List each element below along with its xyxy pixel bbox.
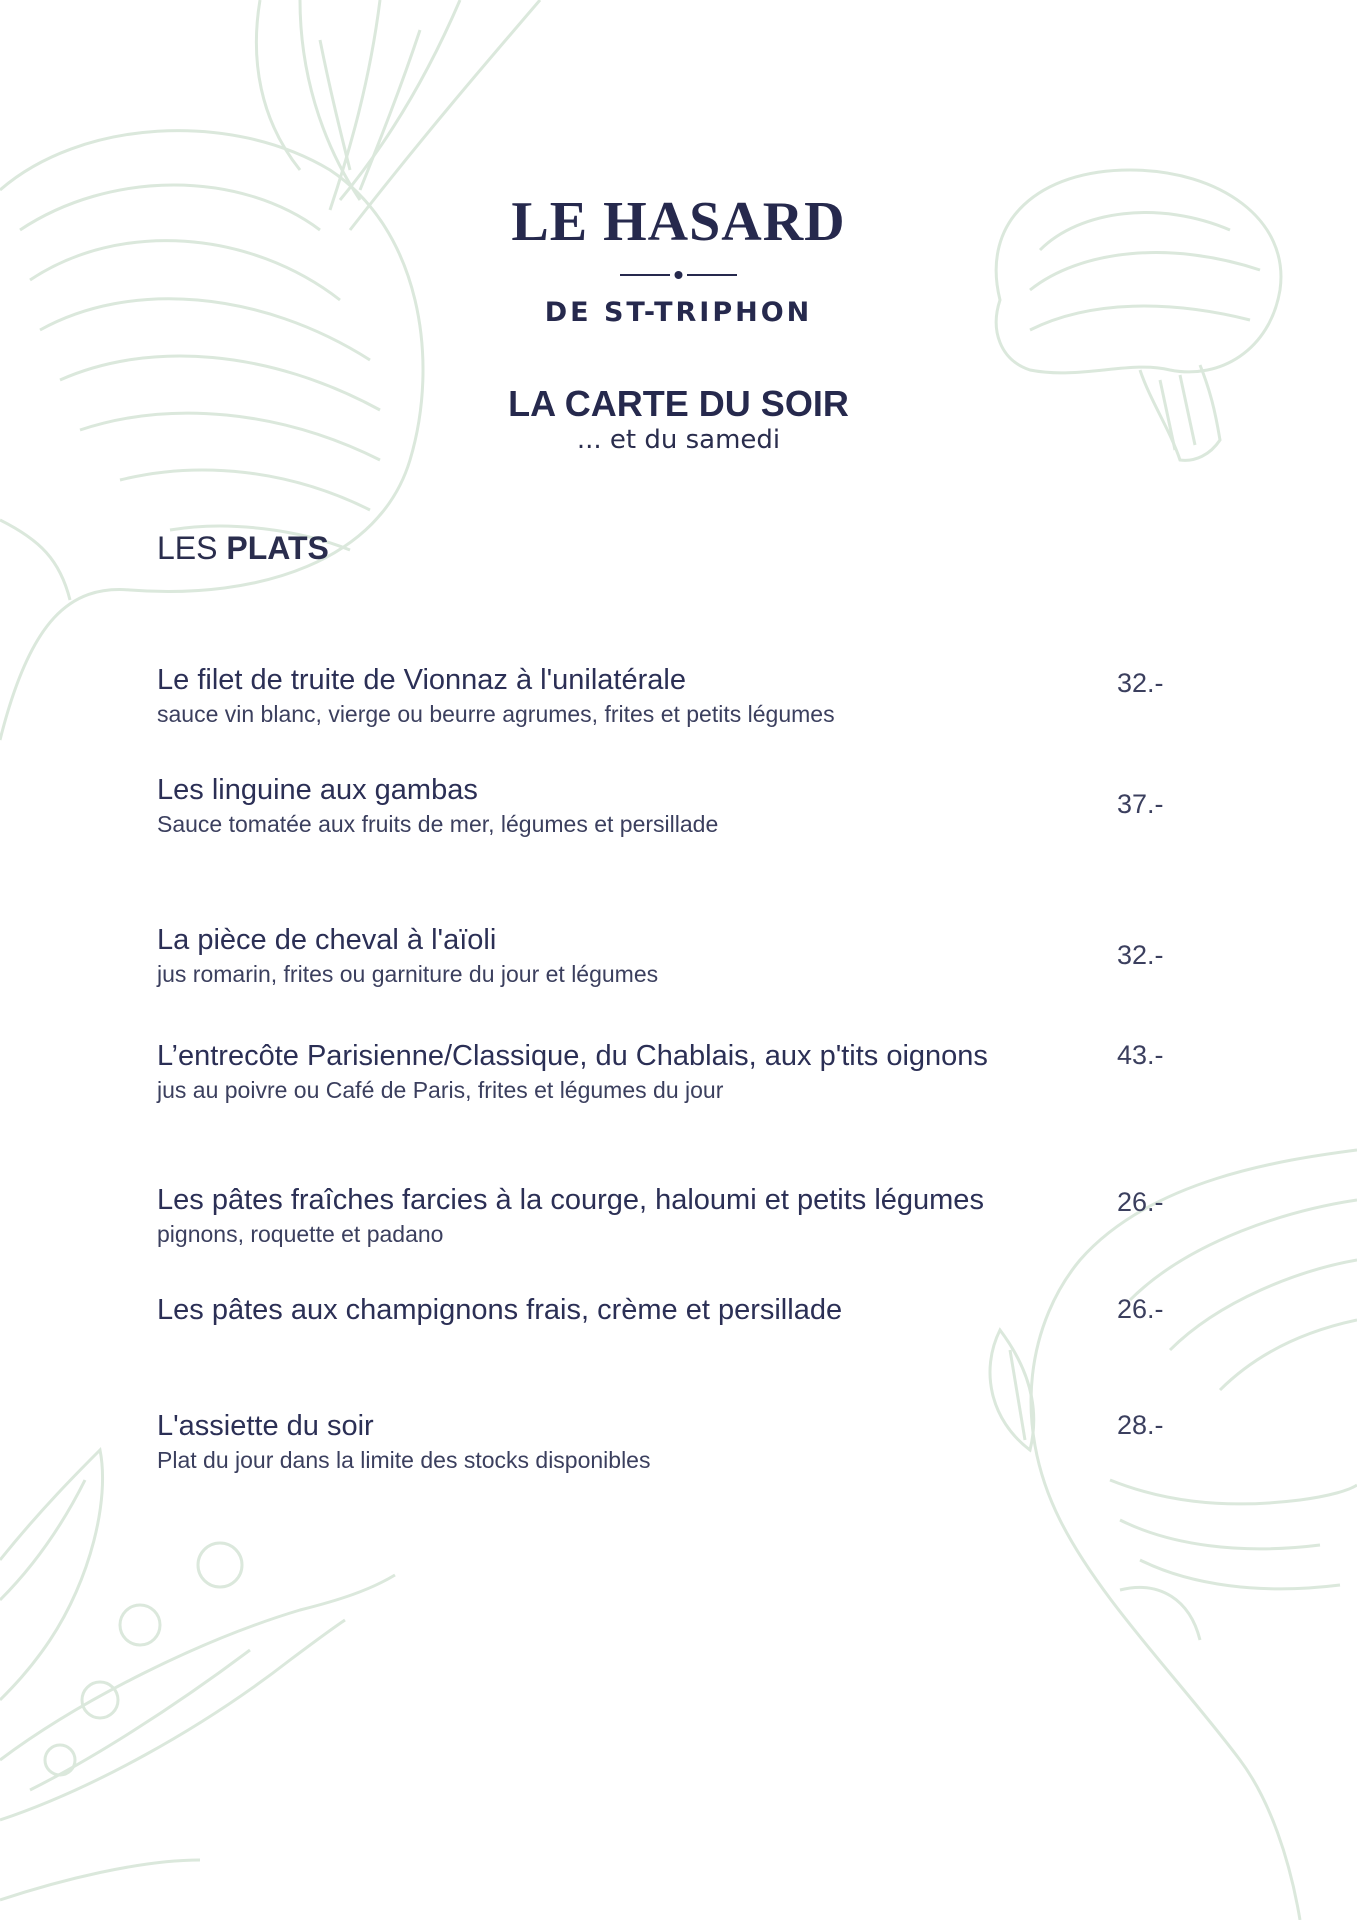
dish-item bbox=[157, 1182, 1207, 1250]
dish-item bbox=[157, 1408, 1207, 1476]
dish-price: 43.- bbox=[1117, 1040, 1164, 1070]
dish-price: 32.- bbox=[1117, 668, 1164, 698]
section-title-prefix: LES bbox=[157, 530, 218, 566]
dish-name: Le filet de truite de Vionnaz à l'unilatérale bbox=[157, 664, 686, 696]
dish-description: sauce vin blanc, vierge ou beurre agrumes, frites et petits légumes bbox=[157, 701, 835, 727]
dish-name: La pièce de cheval à l'aïoli bbox=[157, 924, 497, 956]
dish-price: 26.- bbox=[1117, 1187, 1164, 1217]
dish-item bbox=[157, 772, 1207, 840]
dish-description: Sauce tomatée aux fruits de mer, légumes et persillade bbox=[157, 811, 719, 837]
dish-name: Les pâtes fraîches farcies à la courge, haloumi et petits légumes bbox=[157, 1184, 984, 1216]
dish-price: 37.- bbox=[1117, 789, 1164, 819]
dish-name: L'assiette du soir bbox=[157, 1410, 374, 1442]
dish-description: pignons, roquette et padano bbox=[157, 1221, 444, 1247]
restaurant-location: DE ST-TRIPHON bbox=[544, 297, 813, 328]
dish-name: L’entrecôte Parisienne/Classique, du Chablais, aux p'tits oignons bbox=[157, 1040, 988, 1072]
menu-subtitle: ... et du samedi bbox=[576, 425, 781, 455]
dish-price: 26.- bbox=[1117, 1294, 1164, 1324]
dish-name: Les pâtes aux champignons frais, crème et persillade bbox=[157, 1294, 843, 1326]
section-title bbox=[157, 530, 329, 567]
divider-ornament-icon bbox=[620, 268, 737, 282]
dish-price: 32.- bbox=[1117, 940, 1164, 970]
dish-description: Plat du jour dans la limite des stocks disponibles bbox=[157, 1447, 651, 1473]
peas-icon bbox=[0, 1450, 395, 1900]
dish-item bbox=[157, 1292, 1207, 1328]
menu-title: LA CARTE DU SOIR bbox=[508, 383, 849, 424]
dish-price: 28.- bbox=[1117, 1410, 1164, 1440]
restaurant-name: LE HASARD bbox=[511, 191, 846, 253]
dish-item bbox=[157, 662, 1207, 730]
section-title-main: PLATS bbox=[226, 530, 329, 566]
dish-description: jus romarin, frites ou garniture du jour et légumes bbox=[157, 961, 659, 987]
dish-description: jus au poivre ou Café de Paris, frites et légumes du jour bbox=[157, 1077, 724, 1103]
dish-item bbox=[157, 922, 1207, 990]
vegetable-icon bbox=[990, 1150, 1357, 1920]
dish-item bbox=[157, 1038, 1207, 1106]
radish-icon bbox=[0, 0, 540, 740]
dish-name: Les linguine aux gambas bbox=[157, 774, 478, 806]
